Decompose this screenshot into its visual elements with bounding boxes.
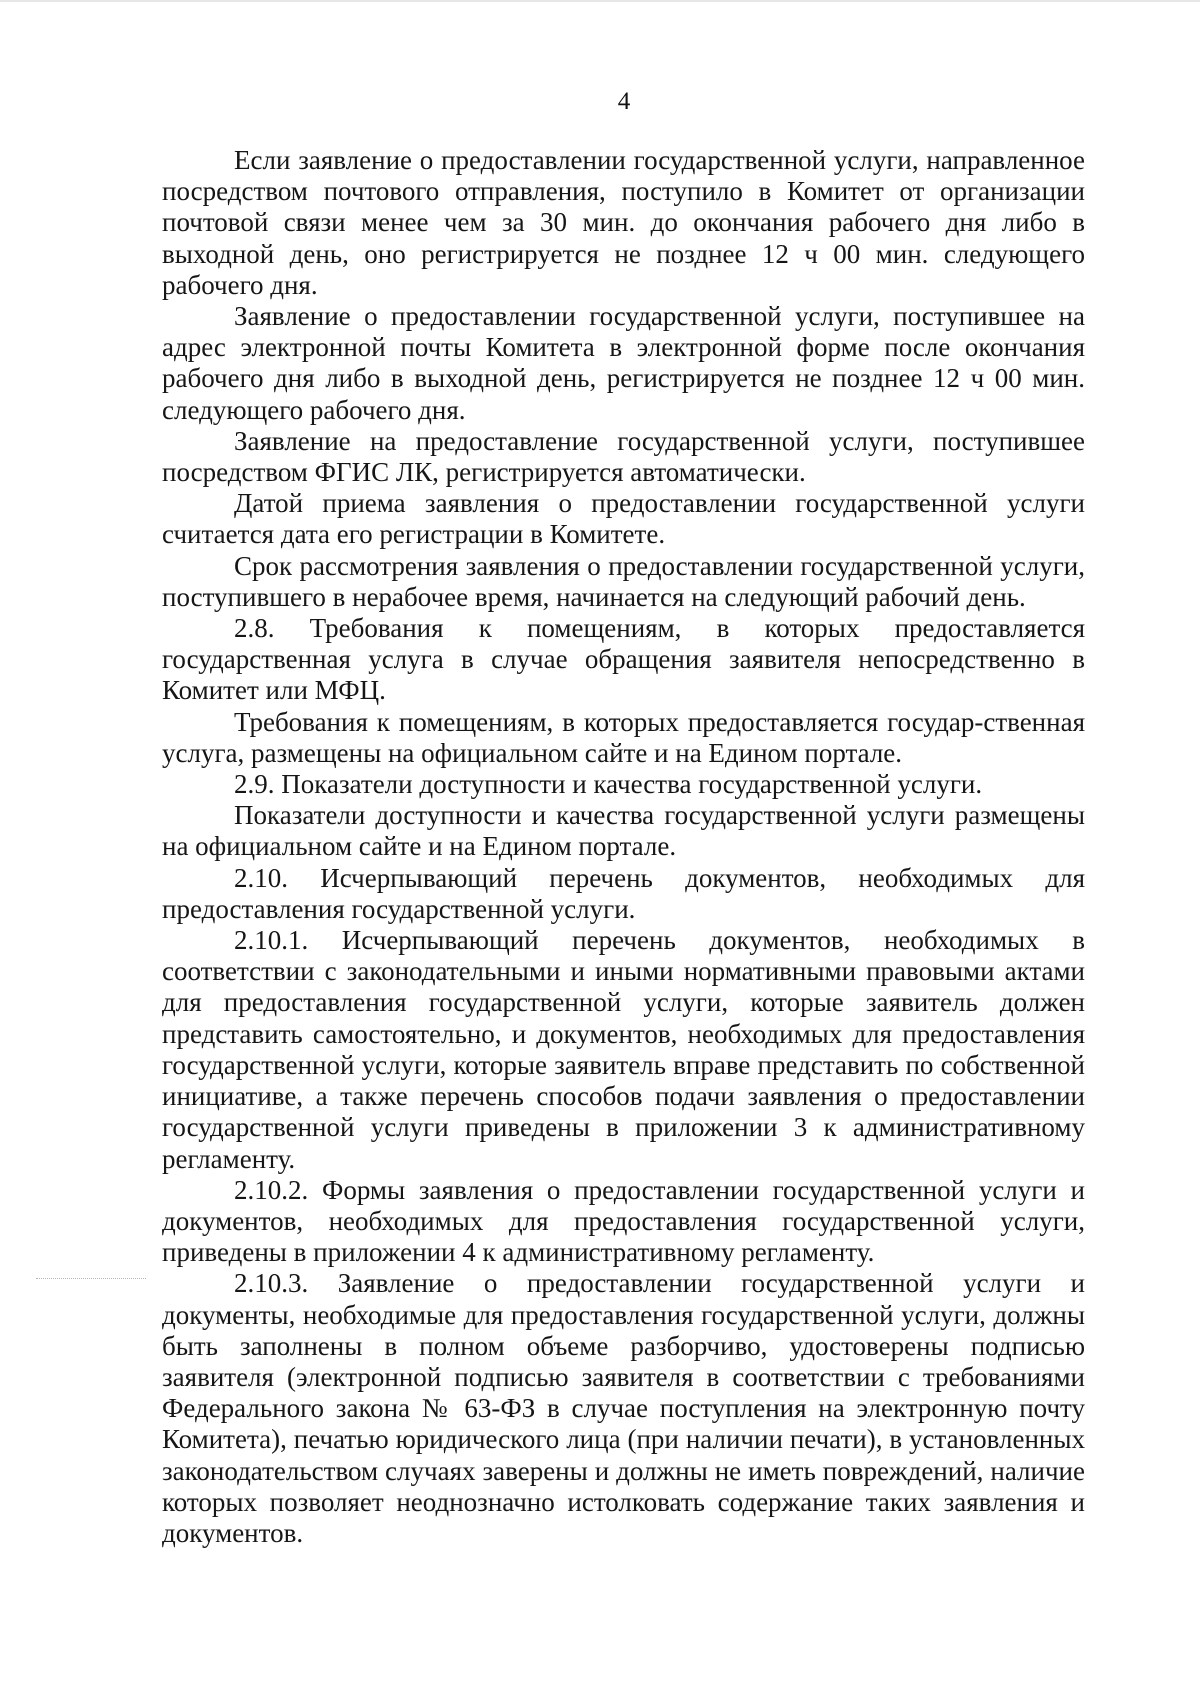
page-number: 4 [617,88,631,115]
section-2-10-1: 2.10.1. Исчерпывающий перечень документов, необходимых в соответствии с законодательными и иными нормативными правовыми актами для предоставления государственной услуги, которые заявитель должен представить самостоятельно, и документов, необходимых для предоставления государственной услуги, которые заявитель вправе представить по собственной инициативе, а также перечень способов подачи заявления о предоставлении государственной услуги приведены в приложении 3 к административному регламенту. [162,925,1085,1174]
paragraph-mail-registration: Если заявление о предоставлении государственной услуги, направленное посредством почтового отправления, поступило в Комитет от организации почтовой связи менее чем за 30 мин. до окончания рабочего дня либо в выходной день, оно регистрируется не позднее 12 ч 00 мин. следующего рабочего дня. [162,145,1085,300]
section-2-8-heading: 2.8. Требования к помещениям, в которых предоставляется государственная услуга в случае обращения заявителя непосредственно в Комитет или МФЦ. [162,613,1085,706]
scan-dotted-artifact [36,1278,146,1279]
section-2-9-heading: 2.9. Показатели доступности и качества государственной услуги. [234,769,983,800]
document-body [162,145,1085,1549]
paragraph-email-registration: Заявление о предоставлении государственной услуги, поступившее на адрес электронной почты Комитета в электронной форме после окончания рабочего дня либо в выходной день, регистрируется не позднее 12 ч 00 мин. следующего рабочего дня. [162,301,1085,425]
scan-top-edge [0,0,1200,2]
paragraph-quality-indicators: Показатели доступности и качества государственной услуги размещены на официальном сайте и на Едином портале. [162,800,1085,862]
section-2-10-3: 2.10.3. Заявление о предоставлении государственной услуги и документы, необходимые для предоставления государственной услуги, должны быть заполнены в полном объеме разборчиво, удостоверены подписью заявителя (электронной подписью заявителя в соответствии с требованиями Федерального закона № 63-ФЗ в случае поступления на электронную почту Комитета), печатью юридического лица (при наличии печати), в установленных законодательством случаях заверены и должны не иметь повреждений, наличие которых позволяет неоднозначно истолковать содержание таких заявления и документов. [162,1268,1085,1548]
section-2-10-heading: 2.10. Исчерпывающий перечень документов, необходимых для предоставления государственной услуги. [162,862,1085,924]
paragraph-premises-requirements: Требования к помещениям, в которых предоставляется государ-ственная услуга, размещены на официальном сайте и на Едином портале. [162,706,1085,768]
paragraph-fgis-registration: Заявление на предоставление государственной услуги, поступившее посредством ФГИС ЛК, регистрируется автоматически. [162,425,1085,488]
section-2-10-2: 2.10.2. Формы заявления о предоставлении государственной услуги и документов, необходимых для предоставления государственной услуги, приведены в приложении 4 к административному регламенту. [162,1174,1085,1268]
paragraph-receipt-date: Датой приема заявления о предоставлении государственной услуги считается дата его регистрации в Комитете. [162,488,1085,550]
paragraph-review-period: Срок рассмотрения заявления о предоставлении государственной услуги, поступившего в нерабочее время, начинается на следующий рабочий день. [162,550,1085,612]
